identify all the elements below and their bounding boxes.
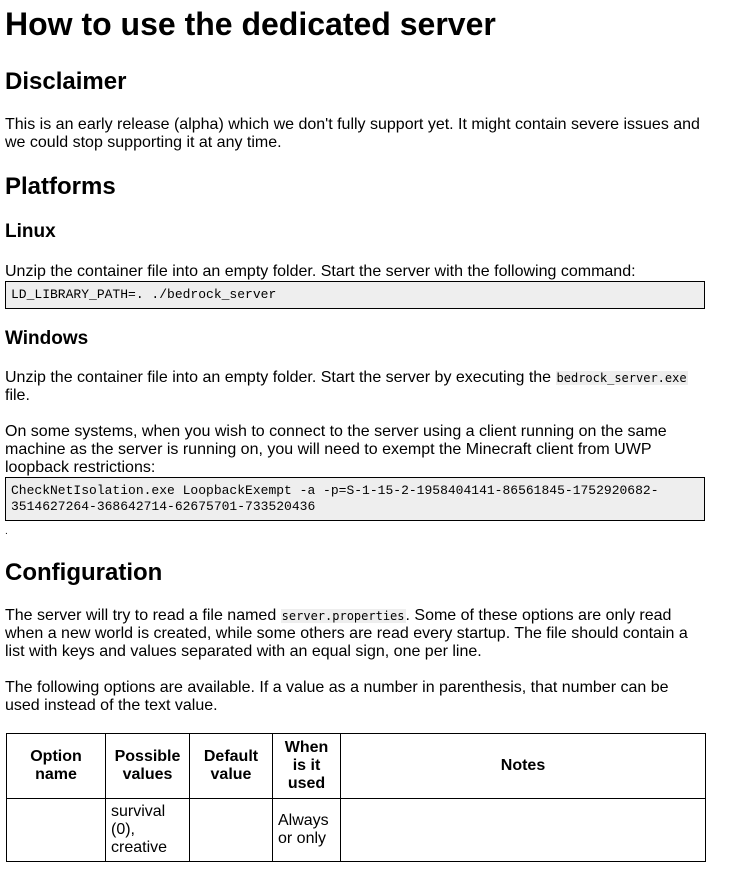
options-intro-text: The following options are available. If a value as a number in parenthesis, that number can be used instead of the text value.: [5, 679, 669, 714]
configuration-heading: Configuration: [5, 559, 163, 586]
cell-possible-values: survival (0), creative: [106, 799, 190, 862]
linux-instructions: Unzip the container file into an empty folder. Start the server with the following command:: [5, 263, 636, 280]
table-row: [7, 799, 706, 862]
linux-heading: Linux: [5, 221, 56, 242]
windows-instructions: [5, 369, 705, 405]
disclaimer-text: This is an early release (alpha) which we don't fully support yet. It might contain severe issues and we could stop supporting it at any time.: [5, 116, 700, 151]
cell-notes: [341, 799, 706, 862]
linux-command-block[interactable]: LD_LIBRARY_PATH=. ./bedrock_server: [5, 281, 705, 309]
cell-when-used: Always or only: [273, 799, 341, 862]
page-title: How to use the dedicated server: [5, 6, 496, 42]
header-when-used: When is it used: [273, 734, 341, 799]
windows-text-before: Unzip the container file into an empty folder. Start the server by executing the: [5, 369, 556, 386]
cell-option-name: [7, 799, 106, 862]
header-option-name: Option name: [7, 734, 106, 799]
disclaimer-heading: Disclaimer: [5, 68, 127, 95]
loopback-command-block[interactable]: CheckNetIsolation.exe LoopbackExempt -a -p=S-1-15-2-1958404141-86561845-1752920682-3514627264-368642714-62675701-733520436: [5, 477, 705, 521]
options-table: [6, 733, 706, 862]
windows-text-after: file.: [5, 387, 30, 404]
properties-file-code: server.properties: [281, 609, 405, 623]
header-default-value: Default value: [190, 734, 273, 799]
header-notes: Notes: [341, 734, 706, 799]
header-possible-values: Possible values: [106, 734, 190, 799]
windows-heading: Windows: [5, 328, 89, 349]
config-text-before: The server will try to read a file named: [5, 607, 281, 624]
trailing-dot: .: [5, 526, 8, 537]
cell-default-value: [190, 799, 273, 862]
table-header-row: [7, 734, 706, 799]
platforms-heading: Platforms: [5, 173, 116, 200]
configuration-text: [5, 607, 705, 661]
config-text-after: . Some of these options are only read when a new world is created, while some others are read every startup. The file should contain a list with keys and values separated with an equal sign, one per line.: [5, 607, 688, 660]
exe-name-code: bedrock_server.exe: [556, 371, 687, 385]
loopback-instructions: On some systems, when you wish to connect to the server using a client running on the same machine as the server is running on, you will need to exempt the Minecraft client from UWP loopback restrictions:: [5, 423, 667, 476]
